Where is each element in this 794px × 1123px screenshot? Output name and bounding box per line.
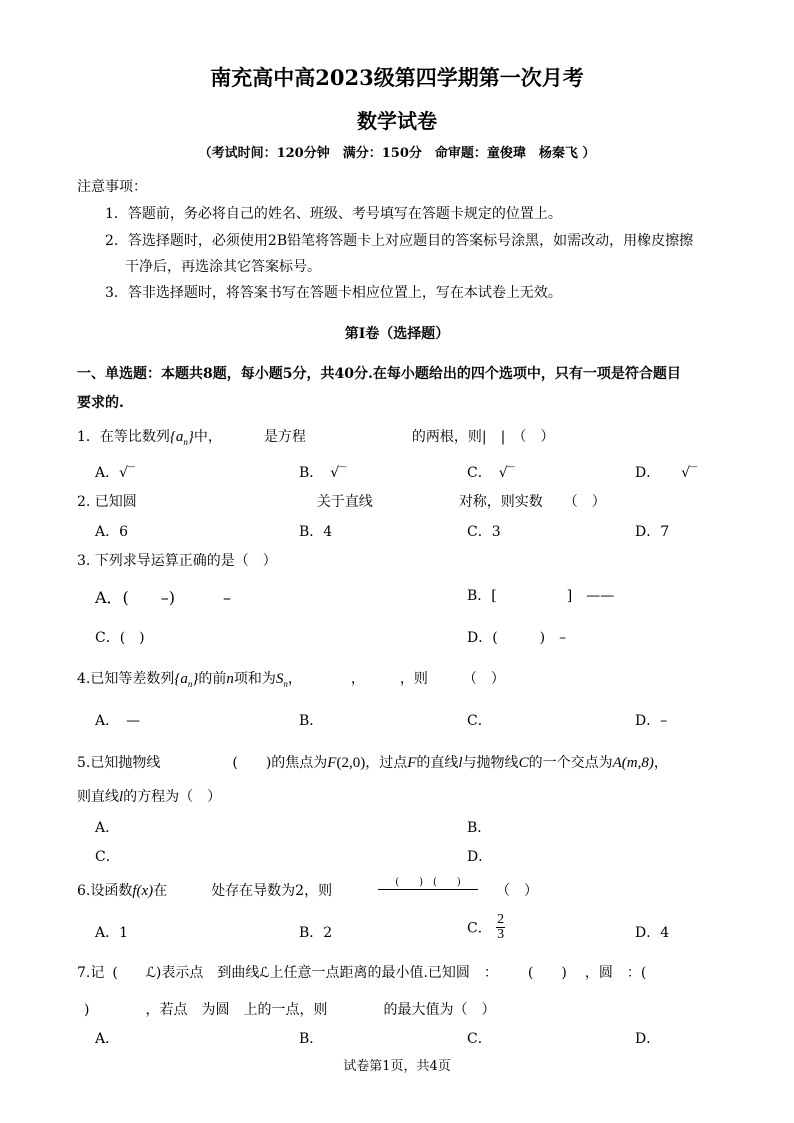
q1-text: 的两根，则| | （ ） (411, 429, 555, 445)
paper-subtitle: 数学试卷 (357, 109, 437, 133)
question-5-cont: 则直线l的方程为（ ） (77, 789, 222, 805)
q2-option-d[interactable]: D．7 (635, 524, 670, 540)
q1-text: 1．在等比数列 (77, 429, 170, 445)
question-3: 3. 下列求导运算正确的是（ ） (77, 553, 277, 569)
q5-option-d[interactable]: D． (467, 849, 493, 865)
question-2 (77, 491, 606, 511)
q4-text: ， ， ，则 （ ） (287, 671, 505, 687)
q4-text: 4.已知等差数列 (77, 671, 175, 687)
note-item: 1．答题前，务必将自己的姓名、班级、考号填写在答题卡规定的位置上。 (105, 206, 562, 222)
q2-option-c[interactable]: C．3 (467, 524, 501, 540)
question-4 (77, 668, 505, 689)
q2-text: 关于直线 (316, 494, 373, 510)
q1-text: 是方程 (263, 429, 306, 445)
question-5: 5.已知抛物线 ( )的焦点为F(2,0)，过点F的直线l与抛物线C的一个交点为A(m,8)， (77, 755, 668, 771)
q2-text: 对称，则实数 （ ） (458, 494, 606, 510)
q5-option-b[interactable]: B． (467, 820, 492, 836)
q2-option-a[interactable]: A．6 (95, 524, 129, 540)
q5-option-a[interactable]: A． (95, 820, 120, 836)
note-item: 2．答选择题时，必须使用2B铅笔将答题卡上对应题目的答案标号涂黑，如需改动，用橡皮擦擦 (105, 233, 694, 249)
q6-option-a[interactable]: A．1 (95, 925, 129, 941)
page-footer: 试卷第1页，共4页 (343, 1059, 451, 1074)
q3-option-a[interactable]: A．( –) – (95, 588, 232, 607)
q7-option-a[interactable]: A． (95, 1031, 120, 1047)
question-1 (77, 426, 554, 447)
q5-text: 5.已知抛物线 (77, 755, 161, 771)
q1-option-d[interactable]: D． √‾ (635, 465, 698, 481)
q4-text: 的前 (198, 671, 227, 687)
exam-title: 南充高中高2023级第四学期第一次月考 (210, 65, 584, 90)
q6-answer-paren: （ ） (496, 883, 538, 899)
q2-text: 2. 已知圆 (77, 494, 137, 510)
q6-fraction: ( ) ( ) (378, 873, 478, 904)
q4-sn: $S_n$ (275, 671, 288, 689)
q5-option-c[interactable]: C． (95, 849, 120, 865)
q7-option-b[interactable]: B． (299, 1031, 324, 1047)
q3-option-d[interactable]: D．( ) – (467, 630, 567, 646)
q4-option-d[interactable]: D．– (635, 713, 668, 729)
q3-option-c[interactable]: C．( ) (95, 630, 145, 646)
q6-option-d[interactable]: D．4 (635, 925, 670, 941)
q6-option-c[interactable]: C． $\frac{2}{3}$ (467, 912, 505, 942)
q1-option-c[interactable]: C． √‾ (467, 465, 515, 481)
note-item: 干净后，再选涂其它答案标号。 (125, 259, 321, 275)
q4-text: 项和为 (233, 671, 276, 687)
section-instruction: 一、单选题：本题共8题，每小题5分，共40分.在每小题给出的四个选项中，只有一项是符合题目 (77, 366, 681, 382)
q4-option-c[interactable]: C． (467, 713, 492, 729)
exam-info: （考试时间：120分钟 满分：150分 命审题：童俊瑋 杨秦飞 ） (198, 146, 596, 161)
q4-option-b[interactable]: B． (299, 713, 324, 729)
q1-text: 中， (193, 429, 222, 445)
q4-seq: $\{a_n\}$ (174, 671, 199, 689)
q4-option-a[interactable]: A． — (95, 713, 141, 729)
section-instruction-cont: 要求的. (77, 395, 124, 411)
q6-option-b[interactable]: B．2 (299, 925, 333, 941)
section-title: 第Ⅰ卷（选择题） (344, 326, 450, 342)
notes-heading: 注意事项： (77, 179, 147, 195)
question-7: 7.记 ( ℒ)表示点 到曲线ℒ上任意一点距离的最小值.已知圆 ： ( ) ，圆 ：( (77, 965, 647, 981)
q1-seq: $\{a_n\}$ (169, 429, 194, 447)
q3-option-b[interactable]: B．[ ] —— (467, 588, 615, 604)
note-item: 3．答非选择题时，将答案书写在答题卡相应位置上，写在本试卷上无效。 (105, 285, 562, 301)
q7-option-c[interactable]: C． (467, 1031, 492, 1047)
q5-text: ( )的焦点为 (232, 755, 328, 771)
q1-option-b[interactable]: B． √‾ (299, 465, 347, 481)
question-6: 6.设函数f(x)在 处存在导数为2，则 (77, 883, 333, 899)
q7-option-d[interactable]: D． (635, 1031, 661, 1047)
q4-n: n (226, 671, 234, 687)
question-7-cont: ) ，若点 为圆 上的一点，则 的最大值为（ ） (84, 1002, 496, 1018)
q2-option-b[interactable]: B．4 (299, 524, 333, 540)
q1-option-a[interactable]: A．√‾ (95, 465, 136, 481)
